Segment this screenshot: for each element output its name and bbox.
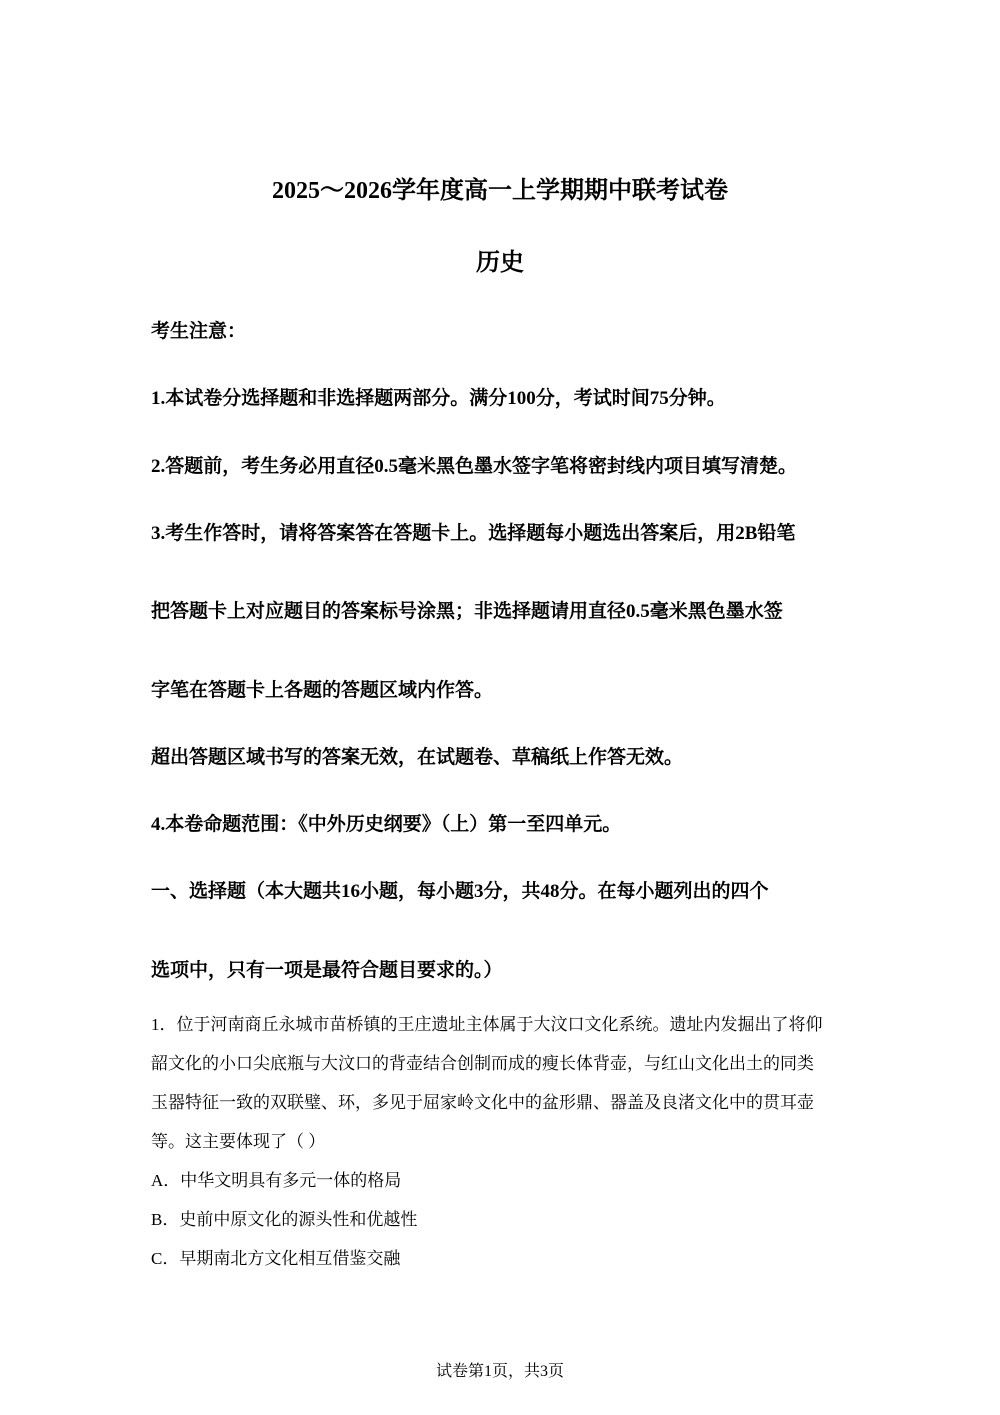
question-1-option-a: A．中华文明具有多元一体的格局: [151, 1171, 402, 1190]
notice-line-5: 字笔在答题卡上各题的答题区域内作答。: [151, 680, 494, 701]
question-1-option-b: B．史前中原文化的源头性和优越性: [151, 1210, 418, 1229]
notice-line-7: 4.本卷命题范围：《中外历史纲要》（上）第一至四单元。: [151, 814, 622, 835]
question-1-stem-line-1: 1．位于河南商丘永城市苗桥镇的王庄遗址主体属于大汶口文化系统。遗址内发掘出了将仰: [151, 1015, 823, 1034]
page-footer: 试卷第1页，共3页: [435, 1363, 564, 1380]
question-1-option-c: C．早期南北方文化相互借鉴交融: [151, 1249, 401, 1268]
notice-line-2: 2.答题前，考生务必用直径0.5毫米黑色墨水签字笔将密封线内项目填写清楚。: [151, 456, 798, 477]
question-1-stem-line-4: 等。这主要体现了（ ）: [151, 1132, 326, 1151]
notice-line-1: 1.本试卷分选择题和非选择题两部分。满分100分，考试时间75分钟。: [151, 388, 726, 409]
question-1-stem-line-2: 韶文化的小口尖底瓶与大汶口的背壶结合创制而成的瘦长体背壶，与红山文化出土的同类: [151, 1054, 814, 1073]
section-heading-line-2: 选项中，只有一项是最符合题目要求的。）: [151, 960, 503, 981]
question-1-stem-line-3: 玉器特征一致的双联璧、环，多见于屈家岭文化中的盆形鼎、器盖及良渚文化中的贯耳壶: [151, 1093, 814, 1112]
notice-heading: 考生注意：: [151, 321, 247, 342]
section-heading-line-1: 一、选择题（本大题共16小题，每小题3分，共48分。在每小题列出的四个: [151, 881, 769, 902]
subject-title: 历史: [476, 250, 524, 276]
notice-line-3: 3.考生作答时，请将答案答在答题卡上。选择题每小题选出答案后，用2B铅笔: [151, 523, 796, 544]
notice-line-4: 把答题卡上对应题目的答案标号涂黑；非选择题请用直径0.5毫米黑色墨水签: [151, 601, 783, 622]
exam-title: 2025～2026学年度高一上学期期中联考试卷: [272, 178, 728, 204]
notice-line-6: 超出答题区域书写的答案无效，在试题卷、草稿纸上作答无效。: [151, 747, 684, 768]
